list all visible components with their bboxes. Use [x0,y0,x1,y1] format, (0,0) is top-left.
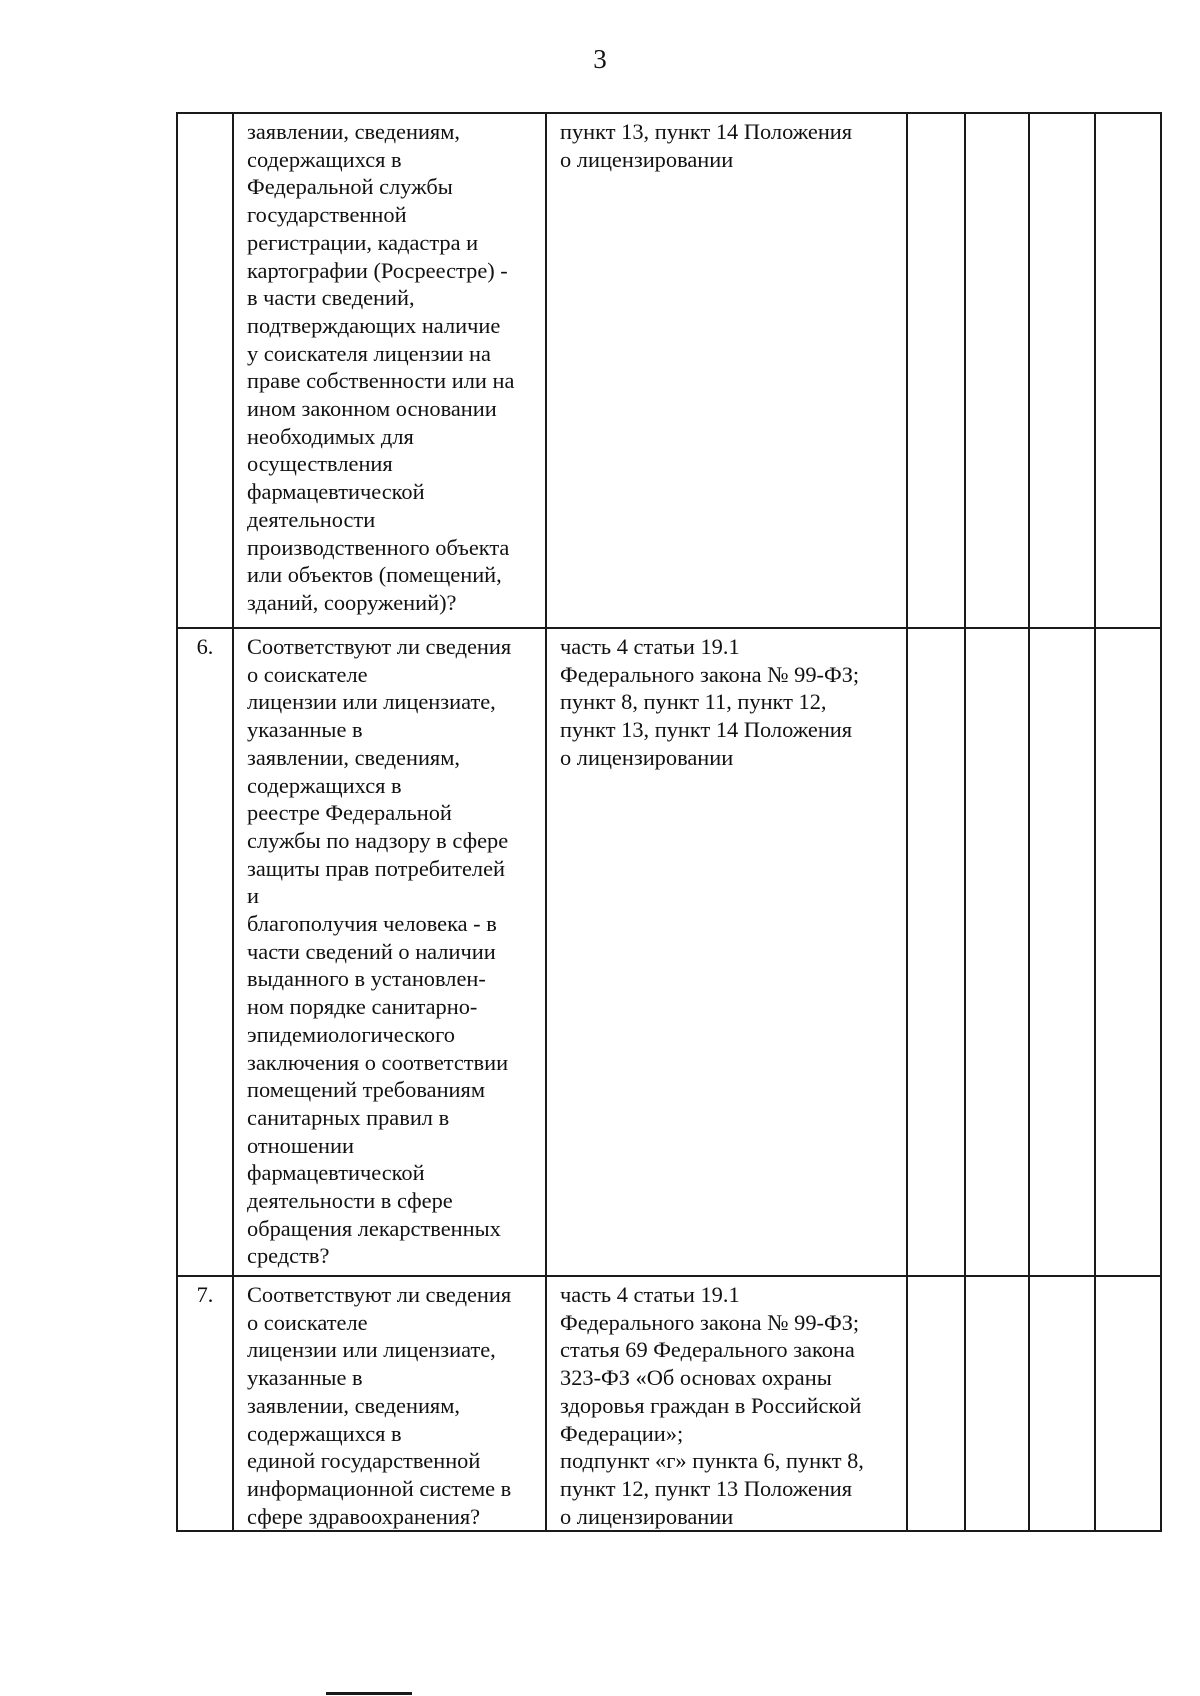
legal-reference: пункт 13, пункт 14 Положения о лицензировании [546,113,907,628]
answer-no-cell [965,628,1029,1276]
answer-not-applicable-cell [1029,628,1095,1276]
answer-not-applicable-cell [1029,1276,1095,1531]
note-cell [1095,628,1161,1276]
page-number: 3 [593,44,607,74]
answer-no-cell [965,1276,1029,1531]
table-row [177,113,1161,628]
note-cell [1095,113,1161,628]
note-cell [1095,1276,1161,1531]
requirement-question: заявлении, сведениям, содержащихся в Федеральной службы государственной регистрации, кадастра и картографии (Росреестре) - в части сведений, подтверждающих наличие у соискателя лицензии на праве собственности или на ином законном основании необходимых для осуществления фармацевтической деятельности производственного объекта или объектов (помещений, зданий, сооружений)? [233,113,546,628]
table-row [177,1276,1161,1531]
table-row [177,628,1161,1276]
answer-yes-cell [907,113,965,628]
answer-yes-cell [907,628,965,1276]
answer-no-cell [965,113,1029,628]
legal-reference: часть 4 статьи 19.1 Федерального закона № 99-ФЗ; пункт 8, пункт 11, пункт 12, пункт 13, пункт 14 Положения о лицензировании [546,628,907,1276]
row-number [177,113,233,628]
requirement-question: Соответствуют ли сведения о соискателе лицензии или лицензиате, указанные в заявлении, сведениям, содержащихся в единой государственной информационной системе в сфере здравоохранения? [233,1276,546,1531]
footnote-separator-line [326,1692,412,1695]
answer-not-applicable-cell [1029,113,1095,628]
row-number: 6. [177,628,233,1276]
requirement-question: Соответствуют ли сведения о соискателе лицензии или лицензиате, указанные в заявлении, сведениям, содержащихся в реестре Федеральной службы по надзору в сфере защиты прав потребителей и благополучия человека - в части сведений о наличии выданного в установлен- ном порядке санитарно- эпидемиологического заключения о соответствии помещений требованиям санитарных правил в отношении фармацевтической деятельности в сфере обращения лекарственных средств? [233,628,546,1276]
checklist-table [176,112,1162,1532]
answer-yes-cell [907,1276,965,1531]
row-number: 7. [177,1276,233,1531]
legal-reference: часть 4 статьи 19.1 Федерального закона № 99-ФЗ; статья 69 Федерального закона 323-ФЗ «Об основах охраны здоровья граждан в Российской Федерации»; подпункт «г» пункта 6, пункт 8, пункт 12, пункт 13 Положения о лицензировании [546,1276,907,1531]
